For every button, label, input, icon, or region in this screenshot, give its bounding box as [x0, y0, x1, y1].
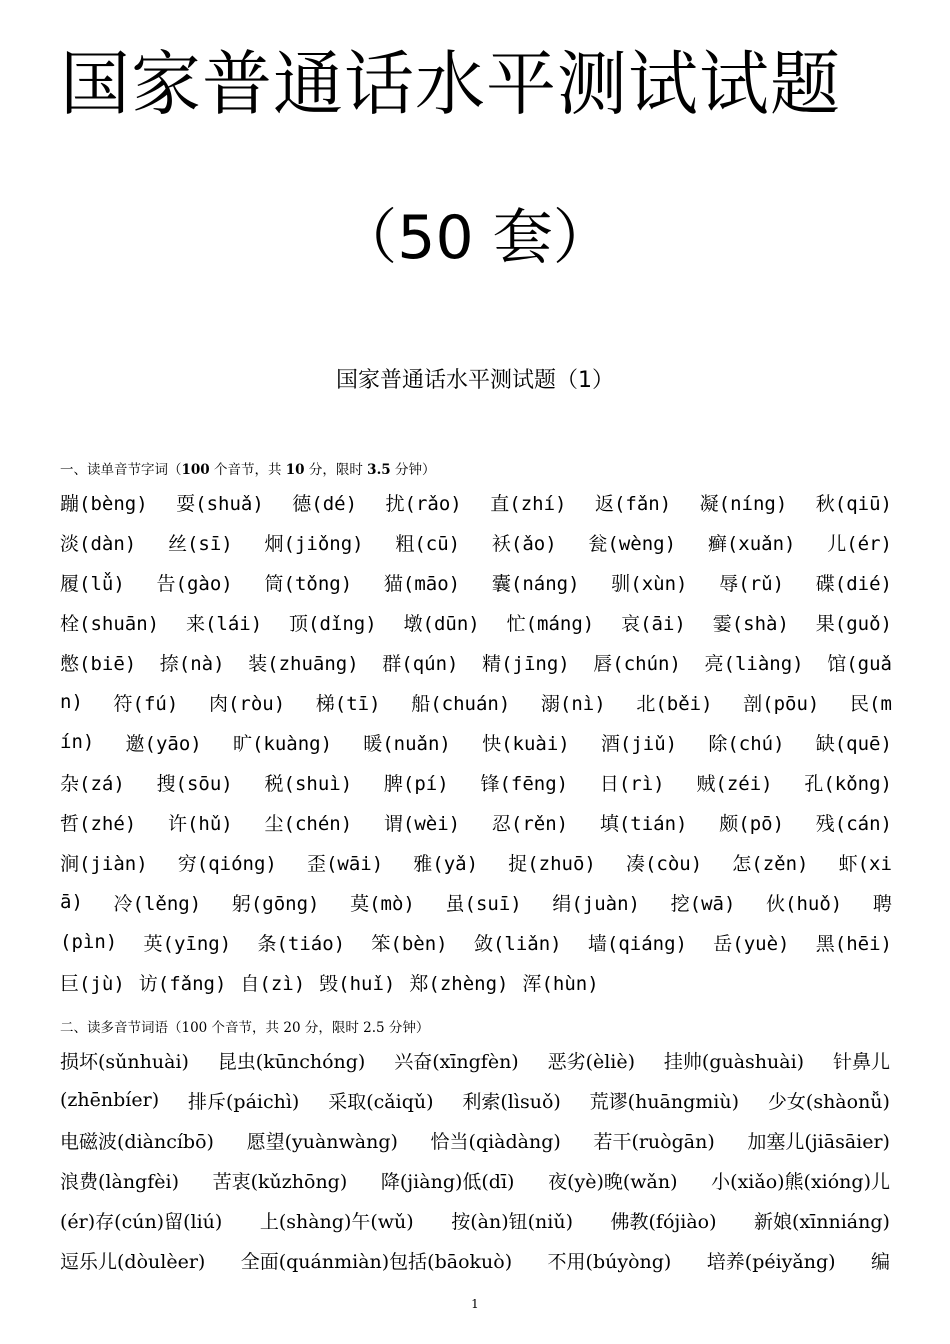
word-entry: 雅(yǎ) [413, 852, 479, 875]
word-entry: ín) [60, 731, 95, 753]
word-entry: 符(fú) [113, 692, 179, 715]
word-entry: 德(dé) [292, 492, 358, 515]
word-entry: 虾(xi [838, 852, 892, 875]
word-entry: 小(xiǎo)熊(xióng)儿 [711, 1170, 890, 1193]
word-entry: 荒谬(huāngmiù) [589, 1090, 740, 1113]
word-line [60, 1160, 890, 1200]
word-entry: 躬(gōng) [231, 892, 320, 915]
word-line [60, 922, 892, 962]
word-entry: 伙(huǒ) [766, 892, 843, 915]
word-line [60, 722, 892, 762]
word-entry: 凑(còu) [625, 852, 703, 875]
word-entry: 果(guǒ) [815, 612, 892, 635]
word-entry: ā) [60, 891, 83, 913]
word-entry: (ér)存(cún)留(liú) [60, 1210, 223, 1233]
word-entry: 郑(zhèng) [409, 972, 509, 995]
word-entry: 愿望(yuànwàng) [246, 1130, 398, 1153]
word-entry: 除(chú) [708, 732, 785, 755]
word-entry: 返(fǎn) [594, 492, 672, 515]
word-entry: 浪费(làngfèi) [60, 1170, 179, 1193]
word-entry: 佛教(fójiào) [610, 1210, 717, 1233]
word-entry: 履(lǚ) [60, 572, 125, 595]
word-entry: 冷(lěng) [113, 892, 202, 915]
word-entry: 残(cán) [815, 812, 892, 835]
word-entry: 昆虫(kūnchóng) [217, 1050, 366, 1073]
word-entry: 全面(quánmiàn)包括(bāokuò) [240, 1250, 513, 1273]
word-entry: 许(hǔ) [167, 812, 233, 835]
word-entry: 扰(rǎo) [385, 492, 462, 515]
word-entry: 歪(wāi) [306, 852, 384, 875]
word-entry: 船(chuán) [411, 692, 511, 715]
word-line [60, 882, 892, 922]
word-entry: 税(shuì) [264, 772, 353, 795]
word-entry: 梯(tī) [315, 692, 381, 715]
word-entry: 锋(fēng) [480, 772, 569, 795]
word-entry: 降(jiàng)低(dī) [380, 1170, 515, 1193]
word-entry: 排斥(páichì) [188, 1090, 300, 1113]
word-entry: 怎(zěn) [732, 852, 809, 875]
word-entry: 炯(jiǒng) [264, 532, 364, 555]
word-entry: 瓮(wèng) [588, 532, 677, 555]
word-entry: 穷(qióng) [177, 852, 277, 875]
word-line [60, 682, 892, 722]
word-entry: 肉(ròu) [208, 692, 286, 715]
word-entry: 唇(chún) [593, 652, 681, 675]
word-entry: 聘 [872, 892, 892, 915]
word-entry: 来(lái) [185, 612, 263, 635]
word-line [60, 842, 892, 882]
word-entry: 少女(shàonǚ) [767, 1090, 890, 1113]
word-entry: 顶(dǐng) [289, 612, 377, 635]
word-entry: 蹦(bèng) [60, 492, 148, 515]
word-entry: 装(zhuāng) [248, 652, 359, 675]
section-1-heading-suffix: 分钟） [390, 462, 436, 478]
word-line [60, 762, 892, 802]
word-entry: 癣(xuǎn) [707, 532, 796, 555]
word-entry: 囊(náng) [491, 572, 580, 595]
word-entry: 若干(ruògān) [593, 1130, 715, 1153]
word-entry: 挂帅(guàshuài) [663, 1050, 805, 1073]
word-entry: 憋(biē) [60, 652, 137, 675]
word-line [60, 1240, 890, 1280]
word-entry: 儿(ér) [827, 532, 892, 555]
word-entry: 淡(dàn) [60, 532, 137, 555]
word-entry: 暖(nuǎn) [363, 732, 451, 755]
word-entry: 筒(tǒng) [264, 572, 353, 595]
word-entry: 尘(chén) [264, 812, 353, 835]
word-entry: 捺(nà) [159, 652, 225, 675]
word-line [60, 1040, 890, 1080]
word-entry: 哲(zhé) [60, 812, 137, 835]
subtitle: （50 套） [337, 203, 613, 273]
word-entry: 旷(kuàng) [232, 732, 333, 755]
word-entry: 绢(juàn) [552, 892, 640, 915]
word-entry: 群(qún) [382, 652, 459, 675]
word-entry: 颇(pō) [719, 812, 785, 835]
main-title: 国家普通话水平测试试题 [60, 43, 841, 125]
word-entry: 挖(wā) [670, 892, 736, 915]
word-entry: 袄(ǎo) [491, 532, 557, 555]
word-entry: 辱(rǔ) [719, 572, 785, 595]
word-entry: 岳(yuè) [713, 932, 790, 955]
word-entry: 缺(quē) [815, 732, 892, 755]
word-entry: 敛(liǎn) [473, 932, 562, 955]
section-2-heading: 二、读多音节词语（100 个音节，共 20 分，限时 2.5 分钟） [60, 1020, 430, 1036]
word-entry: 黑(hēi) [815, 932, 892, 955]
word-entry: 自(zì) [240, 972, 306, 995]
word-line [60, 482, 892, 522]
word-entry: 访(fǎng) [138, 972, 227, 995]
section-1-heading-time: 3.5 [367, 462, 391, 478]
word-entry: 谓(wèi) [383, 812, 461, 835]
word-entry: 剖(pōu) [743, 692, 820, 715]
word-entry: 溺(nì) [540, 692, 606, 715]
word-entry: 虽(suī) [445, 892, 522, 915]
word-entry: 栓(shuān) [60, 612, 160, 635]
word-entry: 贼(zéi) [696, 772, 773, 795]
section-1-heading-mid2: 分，限时 [304, 462, 368, 478]
word-entry: 霎(shà) [712, 612, 789, 635]
word-entry: 告(gào) [156, 572, 233, 595]
word-entry: 苦衷(kǔzhōng) [212, 1170, 348, 1193]
word-entry: 针鼻儿 [832, 1050, 890, 1073]
word-line [60, 1080, 890, 1120]
word-line [60, 802, 892, 842]
word-entry: 笨(bèn) [371, 932, 448, 955]
section-1-heading-score: 10 [285, 462, 305, 478]
word-entry: 驯(xùn) [611, 572, 688, 595]
word-entry: 丝(sī) [167, 532, 233, 555]
word-entry: 猫(māo) [383, 572, 461, 595]
word-entry: 填(tián) [599, 812, 688, 835]
word-line [60, 962, 892, 1002]
word-entry: n) [60, 691, 83, 713]
word-line [60, 522, 892, 562]
word-entry: 馆(guǎ [827, 652, 892, 675]
word-entry: 按(àn)钮(niǔ) [451, 1210, 573, 1233]
word-entry: 日(rì) [599, 772, 665, 795]
word-entry: 条(tiáo) [257, 932, 346, 955]
section-1-heading-count: 100 [181, 462, 210, 478]
word-entry: 毁(huǐ) [319, 972, 396, 995]
word-entry: 电磁波(diàncíbō) [60, 1130, 214, 1153]
word-entry: 新娘(xīnniáng) [754, 1210, 890, 1233]
word-entry: 墩(dūn) [403, 612, 480, 635]
word-entry: 杂(zá) [60, 772, 125, 795]
word-entry: 墙(qiáng) [587, 932, 687, 955]
section-1-heading-prefix: 一、读单音节字词（ [60, 462, 182, 478]
word-entry: 恶劣(èliè) [547, 1050, 636, 1073]
word-entry: 秋(qiū) [815, 492, 892, 515]
word-entry: 碟(dié) [815, 572, 892, 595]
word-entry: 采取(cǎiqǔ) [328, 1090, 434, 1113]
word-entry: 北(běi) [636, 692, 713, 715]
word-entry: 逗乐儿(dòulèer) [60, 1250, 206, 1273]
word-entry: 加塞儿(jiāsāier) [747, 1130, 890, 1153]
word-entry: 损坏(sǔnhuài) [60, 1050, 189, 1073]
word-entry: 莫(mò) [350, 892, 415, 915]
word-entry: 粗(cū) [395, 532, 461, 555]
word-entry: 巨(jù) [60, 972, 125, 995]
word-entry: 民(m [850, 692, 892, 715]
word-line [60, 602, 892, 642]
set-title: 国家普通话水平测试题（1） [336, 368, 614, 393]
word-line [60, 1200, 890, 1240]
section-1-heading [60, 460, 435, 480]
word-entry: 搜(sōu) [156, 772, 233, 795]
word-line [60, 642, 892, 682]
word-entry: 耍(shuǎ) [176, 492, 264, 515]
word-entry: 兴奋(xīngfèn) [394, 1050, 519, 1073]
word-entry: 利索(lìsuǒ) [462, 1090, 561, 1113]
word-entry: 培养(péiyǎng) [706, 1250, 836, 1273]
word-entry: 亮(liàng) [704, 652, 804, 675]
section-1-heading-mid1: 个音节，共 [209, 462, 286, 478]
word-entry: 上(shàng)午(wǔ) [259, 1210, 414, 1233]
word-entry: 酒(jiǔ) [600, 732, 678, 755]
word-entry: 孔(kǒng) [804, 772, 892, 795]
word-entry: 忙(máng) [506, 612, 595, 635]
word-entry: 浑(hùn) [522, 972, 599, 995]
word-entry: 捉(zhuō) [508, 852, 596, 875]
word-entry: 恰当(qiàdàng) [430, 1130, 561, 1153]
word-entry: 涧(jiàn) [60, 852, 148, 875]
word-line [60, 1120, 890, 1160]
word-entry: 快(kuài) [482, 732, 570, 755]
word-entry: 忍(rěn) [491, 812, 569, 835]
word-entry: 直(zhí) [490, 492, 567, 515]
word-entry: 脾(pí) [383, 772, 449, 795]
page-number: 1 [471, 1297, 479, 1311]
word-entry: 编 [870, 1250, 890, 1273]
word-entry: 邀(yāo) [125, 732, 202, 755]
word-entry: (zhēnbíer) [60, 1089, 160, 1111]
word-entry: 凝(níng) [699, 492, 788, 515]
word-entry: 夜(yè)晚(wǎn) [548, 1170, 678, 1193]
word-entry: 英(yīng) [143, 932, 232, 955]
word-line [60, 562, 892, 602]
word-entry: (pìn) [60, 931, 118, 953]
word-entry: 精(jīng) [482, 652, 570, 675]
word-entry: 不用(búyòng) [547, 1250, 672, 1273]
word-entry: 哀(āi) [621, 612, 686, 635]
